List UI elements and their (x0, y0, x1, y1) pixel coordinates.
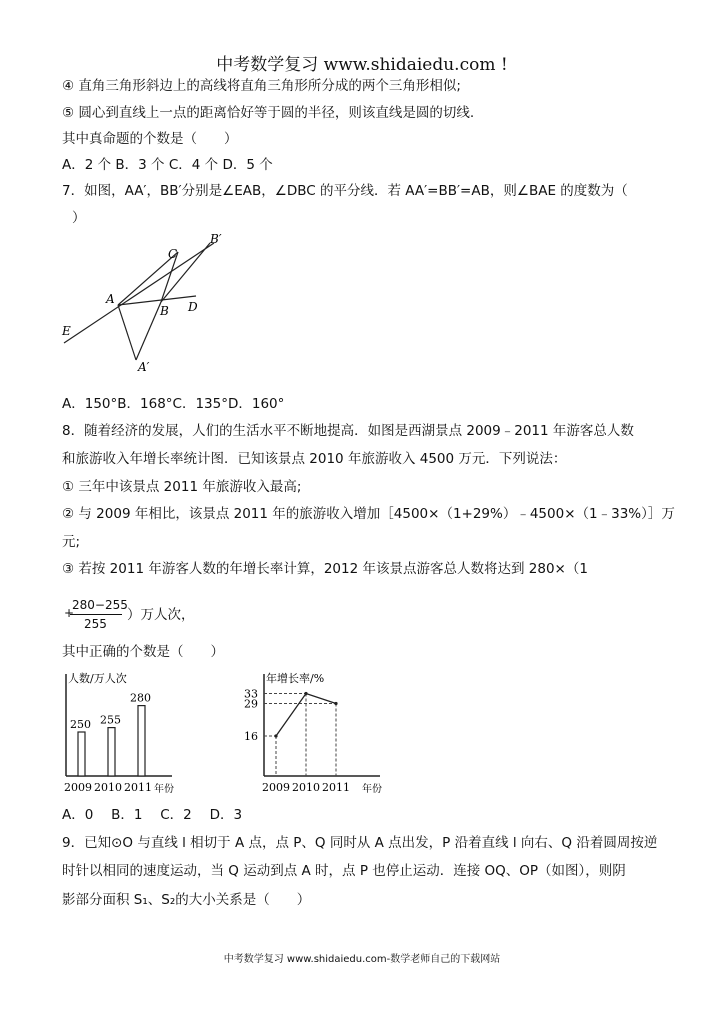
bar-category-label: 2010 (94, 781, 122, 794)
question-8-item-3-tail: ）万人次， (127, 607, 195, 623)
question-7-paren: ） (72, 210, 86, 226)
segment-A1-B (136, 302, 161, 360)
question-8-item-2: ② 与 2009 年相比，该景点 2011 年的旅游收入增加［4500×（1+29%）﹣4500×（1﹣33%）］万 (62, 506, 675, 522)
point-D-label: D (188, 300, 198, 314)
fraction-denominator: 255 (84, 617, 107, 631)
segment-A-C (118, 252, 178, 305)
y-tick-label: 29 (244, 697, 258, 711)
statement-4: ④ 直角三角形斜边上的高线将直角三角形所分成的两个三角形相似; (62, 78, 461, 94)
fraction-numerator: 280−255 (72, 598, 128, 612)
line-category-label: 2010 (292, 781, 320, 794)
bar-ylabel: 人数/万人次 (68, 672, 127, 685)
question-6-prompt: 其中真命题的个数是（ ） (62, 131, 238, 147)
bar-value-label: 250 (70, 718, 91, 731)
question-9-line-1: 9．已知⊙O 与直线 l 相切于 A 点，点 P、Q 同时从 A 点出发，P 沿着直线 l 向右、Q 沿着圆周按逆 (62, 835, 658, 851)
segment-A-A1 (118, 305, 136, 360)
segment-B-B1 (161, 243, 210, 302)
line-category-label: 2011 (322, 781, 350, 794)
y-tick-label: 33 (244, 687, 258, 701)
question-8-options: A．0 B．1 C．2 D．3 (62, 807, 243, 823)
point-A-label: A (106, 292, 115, 306)
growth-line-chart (230, 670, 390, 800)
point-2010 (304, 692, 307, 695)
y-tick-label: 16 (244, 730, 258, 743)
question-8-item-1: ① 三年中该景点 2011 年旅游收入最高; (62, 479, 302, 495)
question-9-line-3: 影部分面积 S₁、S₂的大小关系是（ ） (62, 892, 311, 908)
line-ylabel: 年增长率/% (266, 672, 325, 685)
point-C-label: C (168, 247, 178, 261)
bar-category-label: 2009 (64, 781, 92, 794)
bar-xlabel: 年份 (154, 784, 174, 795)
question-8-prompt: 其中正确的个数是（ ） (62, 644, 224, 660)
line-A-to-D (118, 296, 196, 305)
fraction-plus: + (64, 606, 75, 620)
question-7-text: 7．如图，AA′，BB′分别是∠EAB，∠DBC 的平分线．若 AA′=BB′=AB，则∠BAE 的度数为（ (62, 183, 628, 199)
question-6-options: A．2 个 B．3 个 C．4 个 D．5 个 (62, 157, 273, 173)
line-category-label: 2009 (262, 781, 290, 794)
question-7-options: A．150°B．168°C．135°D．160° (62, 396, 285, 412)
point-A1-label: A′ (138, 360, 150, 374)
bar-category-label: 2011 (124, 781, 152, 794)
bar-value-label: 255 (100, 713, 121, 727)
statement-5: ⑤ 圆心到直线上一点的距离恰好等于圆的半径，则该直线是圆的切线. (62, 105, 475, 121)
bar-value-label: 280 (130, 691, 151, 705)
point-2009 (274, 734, 277, 737)
bar-2009 (78, 732, 85, 776)
question-8-line-1: 8．随着经济的发展，人们的生活水平不断地提高．如图是西湖景点 2009﹣2011 年游客总人数 (62, 423, 634, 439)
question-8-line-2: 和旅游收入年增长率统计图．已知该景点 2010 年旅游收入 4500 万元．下列说法： (62, 451, 567, 467)
bar-2010 (108, 728, 115, 776)
line-xlabel: 年份 (362, 784, 382, 795)
fraction-bar (70, 614, 122, 615)
visitor-bar-chart (62, 670, 182, 800)
point-B-label: B (160, 304, 169, 318)
question-8-item-2-cont: 元; (62, 534, 81, 550)
segment-B-C (161, 252, 178, 302)
point-B1-label: B′ (210, 232, 222, 246)
page-header: 中考数学复习 www.shidaiedu.com ! (216, 55, 508, 75)
point-E-label: E (62, 324, 71, 338)
point-2011 (334, 702, 337, 705)
line-E-to-B1 (64, 243, 214, 343)
question-8-item-3: ③ 若按 2011 年游客人数的年增长率计算，2012 年该景点游客总人数将达到 280×（1 (62, 561, 588, 577)
bar-2011 (138, 706, 145, 776)
question-9-line-2: 时针以相同的速度运动，当 Q 运动到点 A 时，点 P 也停止运动．连接 OQ、OP（如图），则阴 (62, 863, 626, 879)
page-footer: 中考数学复习 www.shidaiedu.com-数学老师自己的下载网站 (223, 954, 501, 965)
